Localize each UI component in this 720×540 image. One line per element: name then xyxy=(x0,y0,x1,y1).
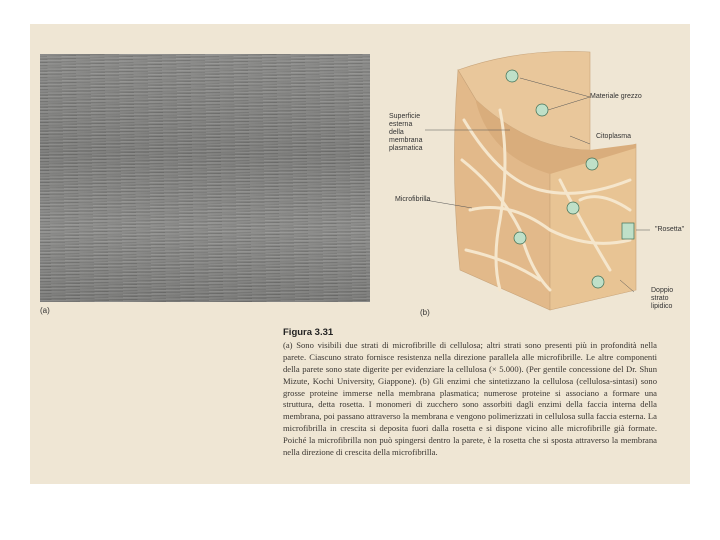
panel-b-label: (b) xyxy=(420,308,430,317)
label-microfibrilla: Microfibrilla xyxy=(395,196,431,203)
cellulose-synthesis-diagram xyxy=(380,40,670,320)
micrograph-image xyxy=(40,54,370,302)
label-doppio-strato-lipidico: Doppio strato lipidico xyxy=(651,287,674,310)
label-superficie-membrana: Superficie esterna della membrana plasmatica xyxy=(389,113,423,152)
caption-text: (a) Sono visibili due strati di microfibrille di cellulosa; altri strati sono presenti più in profondità nella parete. Ciascuno strato fornisce resistenza nella direzione parallela alle microfibrille. Le altre componenti della parete sono state digerite per evidenziare la cellulosa (× 5.000). (Per gentile concessione del Dr. Shun Mizute, Kochi University, Giappone). (b) Gli enzimi che sintetizzano la cellulosa (cellulosa-sintasi) sono grosse proteine immerse nella membrana plasmatica; numerose proteine si associano a formare una struttura, detta rosetta. I monomeri di zucchero sono assorbiti dagli enzimi della faccia interna della membrana, poi passano attraverso la membrana e vengono polimerizzati in cellulosa sulla faccia esterna. La microfibrilla in crescita si deposita fuori dalla rosetta e si dispone vicino alle microfibrille già formate. Poiché la microfibrilla non può spingersi dentro la parete, è la rosetta che si sposta attraverso la membrana nella direzione di crescita della microfibrilla. xyxy=(283,339,657,458)
panel-a-label: (a) xyxy=(40,306,50,315)
label-rosetta: "Rosetta" xyxy=(655,226,685,233)
label-materiale-grezzo: Materiale grezzo xyxy=(590,93,642,100)
caption-title: Figura 3.31 xyxy=(283,327,334,338)
label-citoplasma: Citoplasma xyxy=(596,133,632,140)
figure-caption xyxy=(283,327,657,459)
